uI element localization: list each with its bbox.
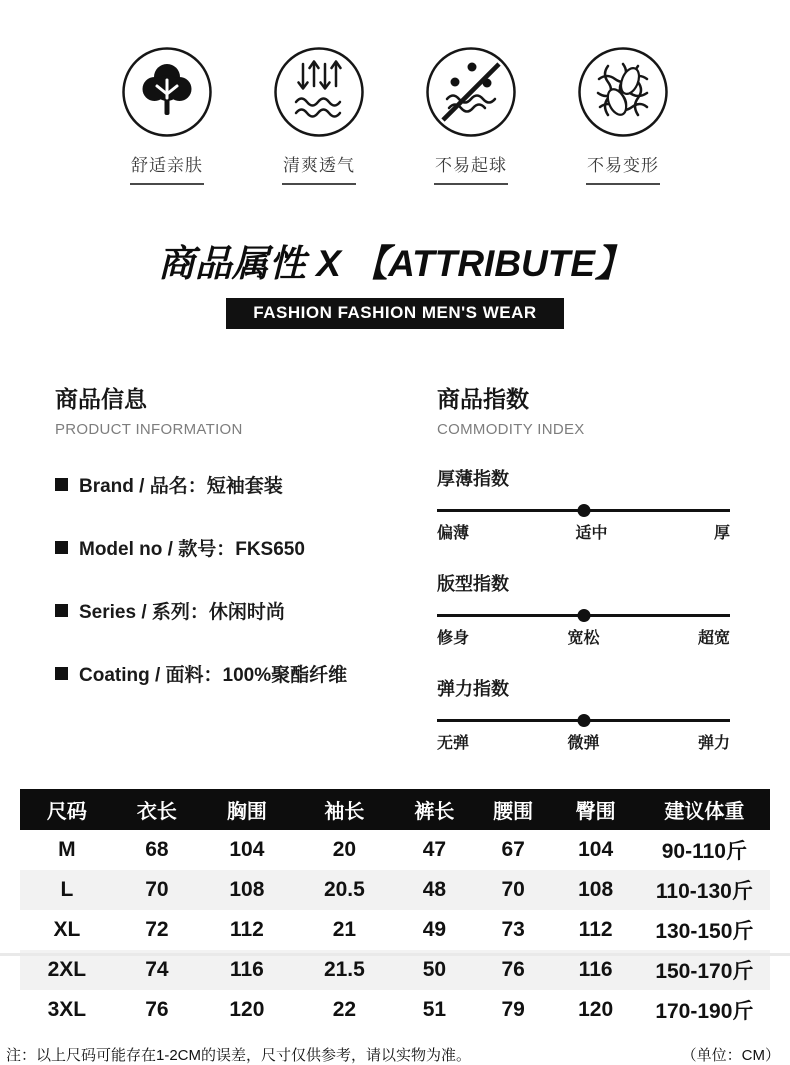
square-bullet-icon: [55, 541, 68, 554]
col-header-weight: 建议体重: [639, 789, 770, 830]
slider-dot: [577, 504, 590, 517]
cell: 108: [229, 878, 265, 901]
cell: 20: [332, 838, 357, 861]
info-item-label: Series / 系列：休闲时尚: [79, 602, 285, 623]
info-item-series: [55, 597, 407, 624]
cell: 90-110斤: [661, 840, 747, 863]
elasticity-slider: [437, 713, 730, 727]
index-title: 厚薄指数: [437, 469, 509, 489]
square-bullet-icon: [55, 604, 68, 617]
info-item-label: Brand / 品名：短袖套装: [79, 476, 283, 497]
cell: 150-170斤: [655, 960, 754, 983]
cell: L: [60, 878, 74, 901]
cell: 70: [145, 878, 169, 901]
product-info-section: [55, 381, 437, 753]
info-item-label: Model no / 款号：FKS650: [79, 539, 305, 560]
table-header-row: [20, 789, 770, 830]
title-section: [0, 233, 790, 329]
cell: 72: [145, 918, 169, 941]
index-scale-labels: [437, 730, 730, 753]
feature-label-anti-pilling: 不易起球: [434, 151, 508, 185]
info-columns: [0, 381, 790, 753]
table-row-l: [20, 870, 770, 910]
cell: 22: [332, 998, 357, 1021]
cell: 120: [229, 998, 265, 1021]
cell: 21.5: [323, 958, 365, 981]
slider-dot: [577, 609, 590, 622]
index-thickness: [437, 465, 730, 543]
cell: 108: [578, 878, 614, 901]
scale-label-left: 无弹: [437, 735, 470, 752]
commodity-index-subheading: COMMODITY INDEX: [437, 421, 585, 438]
cell: 110-130斤: [655, 880, 753, 903]
size-table: [20, 789, 770, 1030]
size-disclaimer: 注：以上尺码可能存在1-2CM的误差，尺寸仅供参考，请以实物为准。: [6, 1047, 472, 1064]
product-info-subheading: PRODUCT INFORMATION: [55, 421, 243, 438]
feature-comfort: [119, 46, 215, 185]
feature-anti-pilling: [423, 46, 519, 185]
footer-note: [0, 1044, 790, 1065]
index-fit: [437, 570, 730, 648]
cell: 48: [422, 878, 447, 901]
commodity-index-heading: 商品指数: [437, 386, 529, 412]
col-header-waist: 腰围: [474, 789, 553, 830]
table-row-3xl: [20, 990, 770, 1030]
feature-label-breathable: 清爽透气: [282, 151, 356, 185]
cotton-icon: [121, 46, 213, 138]
cell: M: [58, 838, 76, 861]
cell: 130-150斤: [655, 920, 754, 943]
anti-pilling-icon: [425, 46, 517, 138]
product-info-heading: 商品信息: [55, 386, 147, 412]
bottom-divider: [0, 953, 790, 956]
slider-dot: [577, 714, 590, 727]
col-header-chest: 胸围: [200, 789, 294, 830]
col-header-hip: 臀围: [553, 789, 639, 830]
cell: 73: [501, 918, 525, 941]
fashion-banner: FASHION FASHION MEN'S WEAR: [226, 298, 563, 329]
feature-label-anti-deform: 不易变形: [586, 151, 660, 185]
scale-label-mid: 微弹: [567, 735, 600, 752]
scale-label-left: 偏薄: [437, 525, 470, 542]
cell: 68: [145, 838, 169, 861]
scale-label-right: 弹力: [697, 735, 730, 752]
info-item-model: [55, 534, 407, 561]
anti-deform-icon: [577, 46, 669, 138]
cell: 76: [145, 998, 169, 1021]
scale-label-right: 超宽: [697, 630, 730, 647]
cell: 104: [229, 838, 265, 861]
cell: 120: [578, 998, 614, 1021]
feature-label-comfort: 舒适亲肤: [130, 151, 204, 185]
info-item-label: Coating / 面料：100%聚酯纤维: [79, 665, 348, 686]
index-elasticity: [437, 675, 730, 753]
feature-row: [0, 0, 790, 185]
cell: 3XL: [47, 998, 87, 1021]
page-title: 商品属性 X 【ATTRIBUTE】: [157, 243, 633, 284]
feature-anti-deform: [575, 46, 671, 185]
thickness-slider: [437, 503, 730, 517]
product-info-list: [55, 471, 407, 687]
cell: 47: [422, 838, 447, 861]
scale-label-mid: 适中: [575, 525, 608, 542]
cell: 116: [578, 958, 613, 981]
col-header-size: 尺码: [20, 789, 114, 830]
col-header-pants: 裤长: [395, 789, 474, 830]
feature-breathable: [271, 46, 367, 185]
cell: 74: [145, 958, 169, 981]
cell: 70: [501, 878, 525, 901]
cell: 2XL: [47, 958, 87, 981]
size-table-header: [20, 789, 770, 830]
col-header-length: 衣长: [114, 789, 200, 830]
cell: 112: [578, 918, 613, 941]
square-bullet-icon: [55, 667, 68, 680]
square-bullet-icon: [55, 478, 68, 491]
cell: 50: [422, 958, 447, 981]
airflow-icon: [273, 46, 365, 138]
cell: 170-190斤: [655, 1000, 754, 1023]
cell: 79: [501, 998, 525, 1021]
info-item-brand: [55, 471, 407, 498]
cell: 76: [501, 958, 525, 981]
cell: 67: [501, 838, 525, 861]
cell: 112: [229, 918, 264, 941]
index-title: 版型指数: [437, 574, 509, 594]
cell: 21: [332, 918, 357, 941]
cell: 49: [422, 918, 447, 941]
table-row-2xl: [20, 950, 770, 990]
scale-label-right: 厚: [713, 525, 730, 542]
scale-label-left: 修身: [437, 630, 470, 647]
size-table-body: [20, 830, 770, 1030]
cell: XL: [53, 918, 81, 941]
cell: 104: [578, 838, 614, 861]
fit-slider: [437, 608, 730, 622]
table-row-m: [20, 830, 770, 870]
commodity-index-section: [437, 381, 730, 753]
unit-label: （单位：CM）: [681, 1047, 780, 1064]
table-row-xl: [20, 910, 770, 950]
info-item-coating: [55, 660, 407, 687]
index-scale-labels: [437, 625, 730, 648]
index-title: 弹力指数: [437, 679, 509, 699]
index-scale-labels: [437, 520, 730, 543]
scale-label-mid: 宽松: [567, 630, 600, 647]
cell: 20.5: [323, 878, 365, 901]
col-header-sleeve: 袖长: [294, 789, 395, 830]
cell: 51: [422, 998, 447, 1021]
cell: 116: [229, 958, 264, 981]
